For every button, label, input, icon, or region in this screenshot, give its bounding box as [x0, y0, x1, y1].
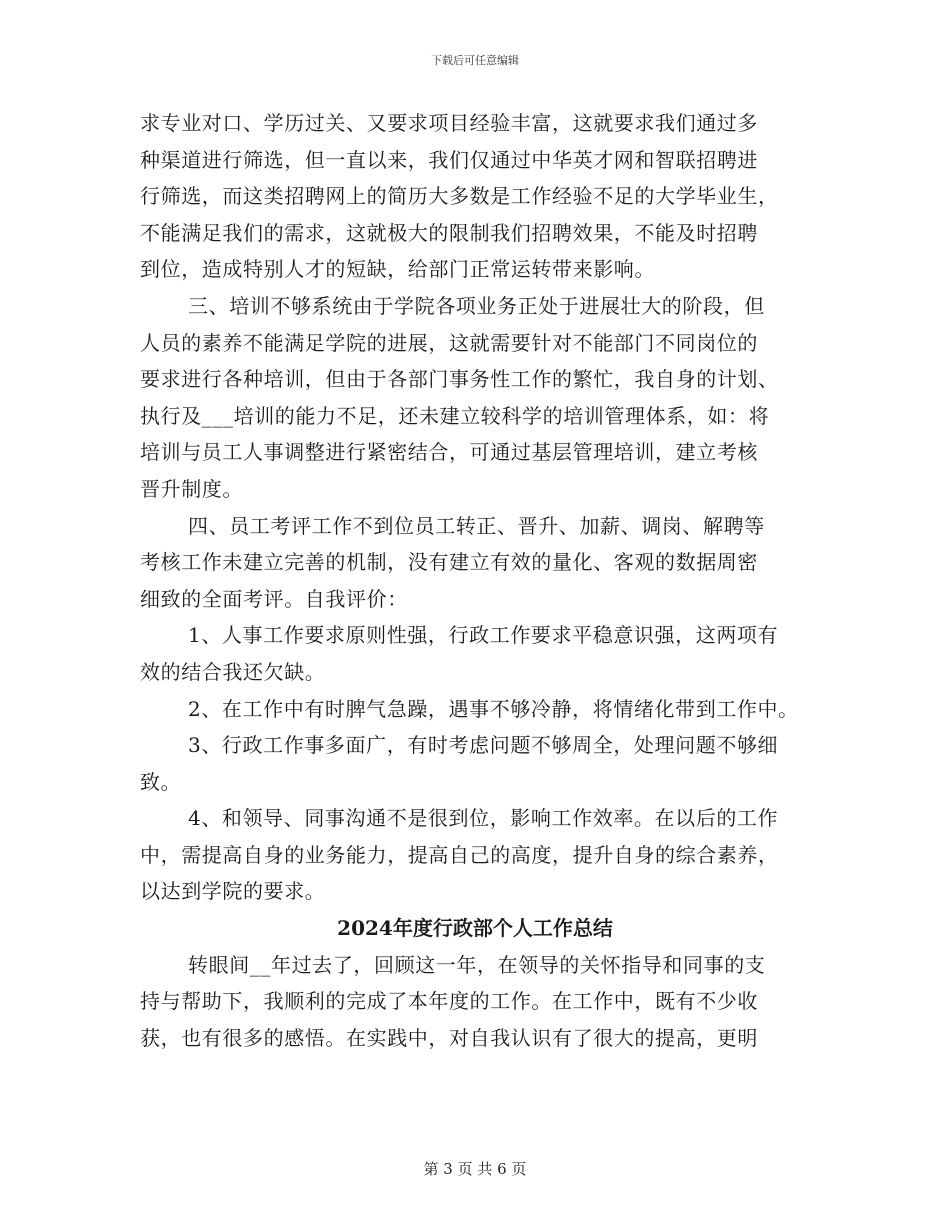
body-line: 到位，造成特别人才的短缺，给部门正常运转带来影响。: [140, 257, 655, 282]
body-line: 获，也有很多的感悟。在实践中，对自我认识有了很大的提高，更明: [140, 1025, 758, 1050]
body-line: 持与帮助下，我顺利的完成了本年度的工作。在工作中，既有不少收: [140, 989, 758, 1014]
body-line: 效的结合我还欠缺。: [140, 659, 326, 684]
body-line: 培训与员工人事调整进行紧密结合，可通过基层管理培训，建立考核: [140, 440, 758, 465]
body-line: 转眼间__年过去了，回顾这一年，在领导的关怀指导和同事的支: [188, 952, 766, 977]
section-title: 2024年度行政部个人工作总结: [337, 916, 613, 941]
list-item-3: 3、行政工作事多面广，有时考虑问题不够周全，处理问题不够细: [188, 733, 779, 758]
body-line: 致。: [140, 769, 182, 794]
body-line: 人员的素养不能满足学院的进展，这就需要针对不能部门不同岗位的: [140, 330, 758, 355]
list-item-4: 4、和领导、同事沟通不是很到位，影响工作效率。在以后的工作: [188, 806, 779, 831]
document-body: [140, 105, 810, 1056]
body-line: 种渠道进行筛选，但一直以来，我们仅通过中华英才网和智联招聘进: [140, 147, 758, 172]
body-line: 晋升制度。: [140, 476, 243, 501]
body-line: 行筛选，而这类招聘网上的简历大多数是工作经验不足的大学毕业生，: [140, 184, 779, 209]
list-item-2: 2、在工作中有时脾气急躁，遇事不够冷静，将情绪化带到工作中。: [188, 696, 799, 721]
body-line: 执行及___培训的能力不足，还未建立较科学的培训管理体系，如：将: [140, 403, 770, 428]
body-line: 求专业对口、学历过关、又要求项目经验丰富，这就要求我们通过多: [140, 111, 758, 135]
body-line: 不能满足我们的需求，这就极大的限制我们招聘效果，不能及时招聘: [140, 220, 758, 245]
section-heading-4: 四、员工考评工作不到位员工转正、晋升、加薪、调岗、解聘等: [188, 513, 765, 538]
body-line: 细致的全面考评。自我评价：: [140, 586, 408, 611]
page-footer: 第 3 页 共 6 页: [423, 1160, 527, 1178]
list-item-1: 1、人事工作要求原则性强，行政工作要求平稳意识强，这两项有: [188, 623, 779, 648]
body-line: 考核工作未建立完善的机制，没有建立有效的量化、客观的数据周密: [140, 550, 758, 575]
section-heading-3: 三、培训不够系统由于学院各项业务正处于进展壮大的阶段，但: [188, 293, 765, 318]
body-line: 要求进行各种培训，但由于各部门事务性工作的繁忙，我自身的计划、: [140, 367, 779, 392]
body-line: 中，需提高自身的业务能力，提高自己的高度，提升自身的综合素养，: [140, 842, 779, 867]
body-line: 以达到学院的要求。: [140, 879, 326, 904]
page-header: 下载后可任意编辑: [431, 54, 519, 67]
